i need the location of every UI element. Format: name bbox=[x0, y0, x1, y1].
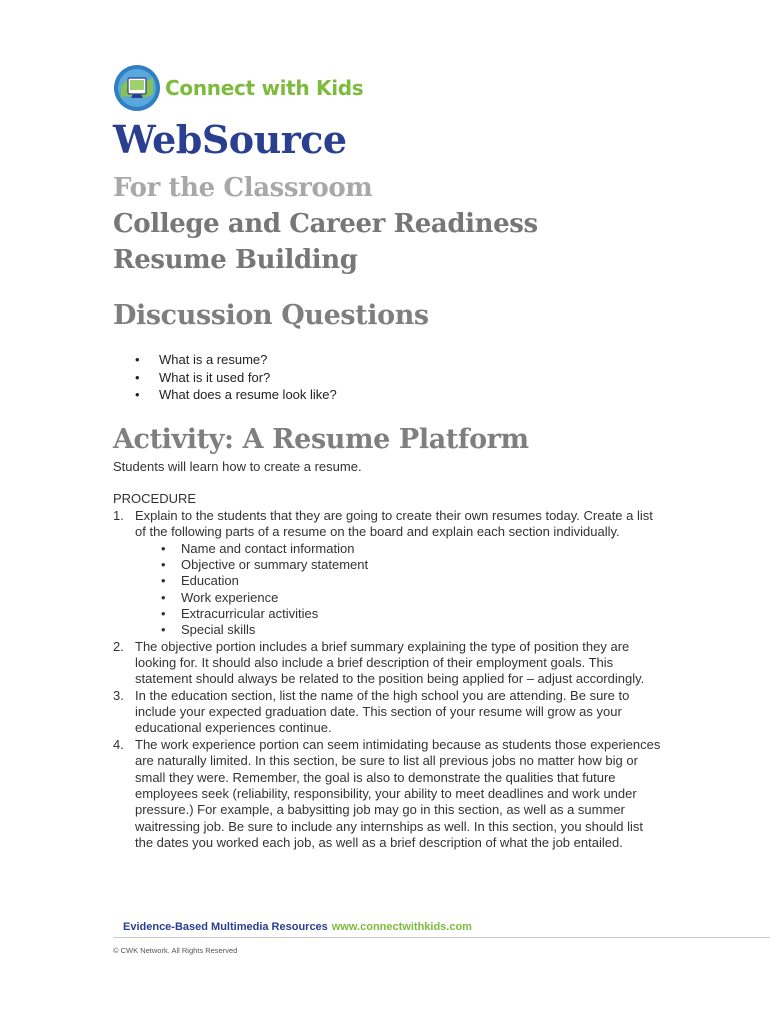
subtitle-classroom: For the Classroom bbox=[113, 173, 373, 203]
list-item: • Special skills bbox=[135, 622, 661, 638]
footer-url-link[interactable]: www.connectwithkids.com bbox=[331, 921, 472, 933]
list-item bbox=[113, 737, 661, 851]
step-text: The work experience portion can seem intimidating because as students those experiences are naturally limited. In this section, be sure to list all previous jobs no matter how big or small they were. Remember, the goal is also to demonstrate the qualities that future employees seek (reliability, responsibility, your ability to meet deadlines and work under pressure.) For example, a babysitting job may go in this section, as well as a summer waitressing job. Be sure to include any internships as well. In this section, you should list the dates you worked each job, as well as a brief description of what the job entailed. bbox=[135, 736, 661, 850]
step-text: The objective portion includes a brief summary explaining the type of position they are looking for. It should also include a brief description of their employment goals. This statement should always be related to the position being applied for – adjust accordingly. bbox=[135, 638, 645, 687]
list-item: • Work experience bbox=[135, 590, 661, 606]
footer-tagline bbox=[123, 921, 472, 933]
resume-parts-list bbox=[135, 541, 661, 639]
brand-name: Connect with Kids bbox=[165, 76, 364, 100]
step-number: 1. bbox=[113, 508, 124, 523]
cwk-globe-icon bbox=[113, 64, 161, 112]
list-item bbox=[113, 639, 661, 688]
list-item: • What is it used for? bbox=[113, 369, 337, 387]
step-number: 3. bbox=[113, 687, 124, 703]
subtitle-topic: Resume Building bbox=[113, 245, 358, 275]
list-item: • Extracurricular activities bbox=[135, 606, 661, 622]
footer-divider bbox=[113, 937, 770, 938]
footer-tagline-text: Evidence-Based Multimedia Resources bbox=[123, 921, 328, 933]
step-text: In the education section, list the name of the high school you are attending. Be sure to include your expected graduation date. This section of your resume will grow as your educational experiences continue. bbox=[135, 687, 630, 736]
subtitle-readiness: College and Career Readiness bbox=[113, 209, 538, 239]
discussion-heading: Discussion Questions bbox=[113, 300, 429, 331]
logo bbox=[113, 64, 363, 112]
list-item: • Objective or summary statement bbox=[135, 557, 661, 573]
procedure-steps bbox=[113, 508, 661, 851]
list-item: • What does a resume look like? bbox=[113, 386, 337, 404]
step-text: Explain to the students that they are going to create their own resumes today. Create a list of the following parts of a resume on the board and explain each section individually. bbox=[135, 508, 653, 540]
list-item bbox=[113, 508, 661, 639]
step-number: 4. bbox=[113, 736, 124, 752]
list-item: • Education bbox=[135, 573, 661, 589]
procedure-label: PROCEDURE bbox=[113, 491, 197, 506]
step-number: 2. bbox=[113, 638, 124, 654]
discussion-questions bbox=[113, 351, 337, 404]
page-title: WebSource bbox=[113, 117, 347, 162]
list-item bbox=[113, 688, 661, 737]
activity-heading: Activity: A Resume Platform bbox=[113, 424, 529, 455]
copyright-notice: © CWK Network. All Rights Reserved bbox=[113, 946, 238, 955]
list-item: • What is a resume? bbox=[113, 351, 337, 369]
activity-intro: Students will learn how to create a resume. bbox=[113, 459, 362, 474]
list-item: • Name and contact information bbox=[135, 541, 661, 557]
